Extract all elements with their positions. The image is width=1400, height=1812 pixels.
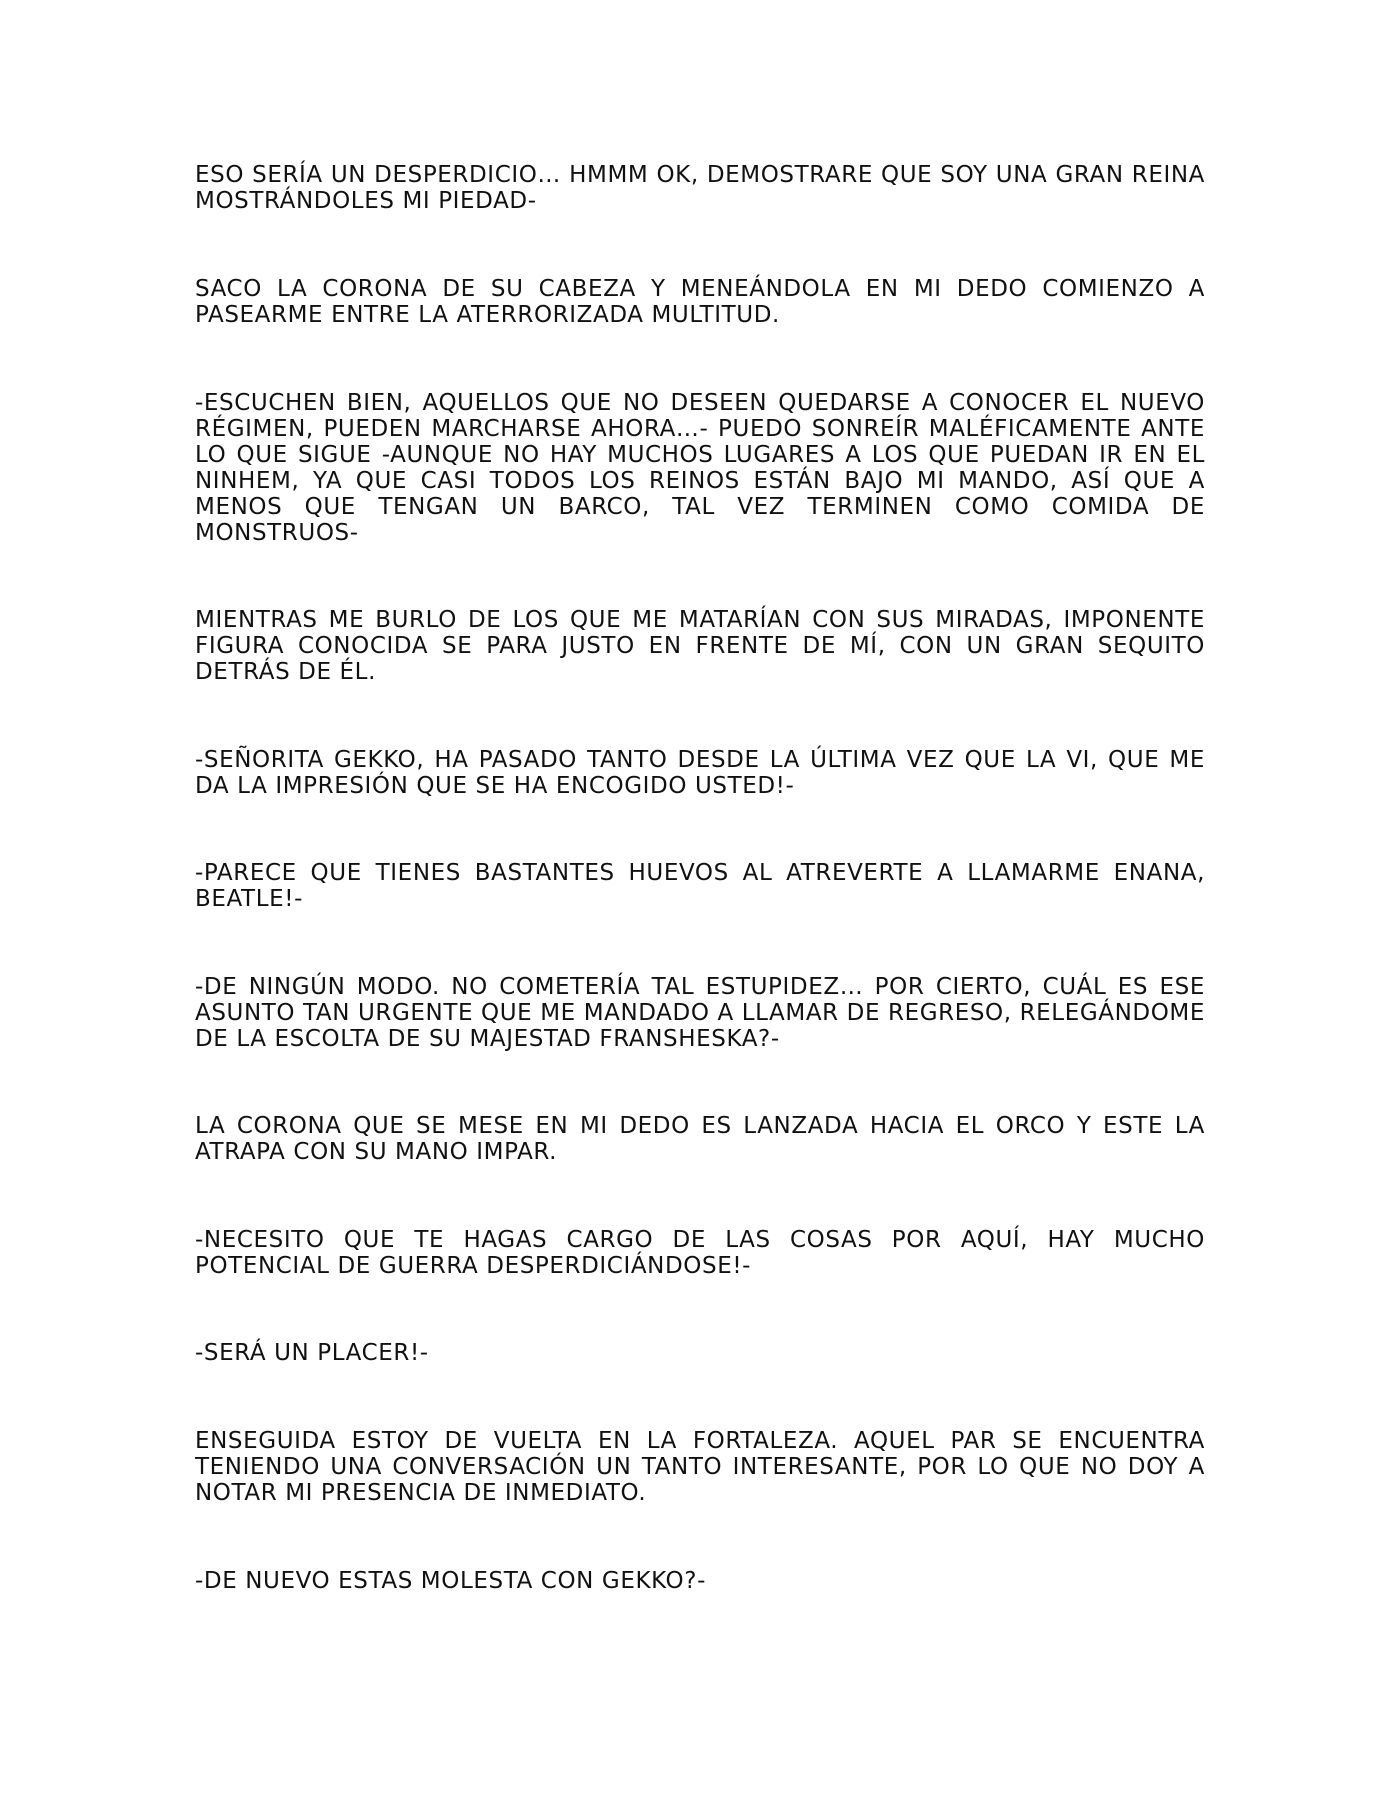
paragraph: ENSEGUIDA ESTOY DE VUELTA EN LA FORTALEZA. AQUEL PAR SE ENCUENTRA TENIENDO UNA CONVERSACIÓN UN TANTO INTERESANTE, POR LO QUE NO DOY A NOTAR MI PRESENCIA DE INMEDIATO. bbox=[195, 1428, 1205, 1506]
paragraph: -SEÑORITA GEKKO, HA PASADO TANTO DESDE LA ÚLTIMA VEZ QUE LA VI, QUE ME DA LA IMPRESIÓN QUE SE HA ENCOGIDO USTED!- bbox=[195, 747, 1205, 799]
paragraph: -DE NUEVO ESTAS MOLESTA CON GEKKO?- bbox=[195, 1568, 706, 1594]
paragraph: -NECESITO QUE TE HAGAS CARGO DE LAS COSAS POR AQUÍ, HAY MUCHO POTENCIAL DE GUERRA DESPERDICIÁNDOSE!- bbox=[195, 1227, 1205, 1279]
paragraph: -SERÁ UN PLACER!- bbox=[195, 1340, 429, 1366]
paragraph: ESO SERÍA UN DESPERDICIO… HMMM OK, DEMOSTRARE QUE SOY UNA GRAN REINA MOSTRÁNDOLES MI PIEDAD- bbox=[195, 162, 1205, 214]
paragraph: -DE NINGÚN MODO. NO COMETERÍA TAL ESTUPIDEZ… POR CIERTO, CUÁL ES ESE ASUNTO TAN URGENTE QUE ME MANDADO A LLAMAR DE REGRESO, RELEGÁNDOME DE LA ESCOLTA DE SU MAJESTAD FRANSHESKA?- bbox=[195, 974, 1205, 1052]
paragraph: SACO LA CORONA DE SU CABEZA Y MENEÁNDOLA EN MI DEDO COMIENZO A PASEARME ENTRE LA ATERRORIZADA MULTITUD. bbox=[195, 276, 1205, 328]
paragraph: -PARECE QUE TIENES BASTANTES HUEVOS AL ATREVERTE A LLAMARME ENANA, BEATLE!- bbox=[195, 860, 1205, 912]
paragraph: MIENTRAS ME BURLO DE LOS QUE ME MATARÍAN CON SUS MIRADAS, IMPONENTE FIGURA CONOCIDA SE PARA JUSTO EN FRENTE DE MÍ, CON UN GRAN SEQUITO DETRÁS DE ÉL. bbox=[195, 607, 1205, 685]
paragraph: LA CORONA QUE SE MESE EN MI DEDO ES LANZADA HACIA EL ORCO Y ESTE LA ATRAPA CON SU MANO IMPAR. bbox=[195, 1113, 1205, 1165]
paragraph: -ESCUCHEN BIEN, AQUELLOS QUE NO DESEEN QUEDARSE A CONOCER EL NUEVO RÉGIMEN, PUEDEN MARCHARSE AHORA…- PUEDO SONREÍR MALÉFICAMENTE ANTE LO QUE SIGUE -AUNQUE NO HAY MUCHOS LUGARES A LOS QUE PUEDAN IR EN EL NINHEM, YA QUE CASI TODOS LOS REINOS ESTÁN BAJO MI MANDO, ASÍ QUE A MENOS QUE TENGAN UN BARCO, TAL VEZ TERMINEN COMO COMIDA DE MONSTRUOS- bbox=[195, 390, 1205, 546]
